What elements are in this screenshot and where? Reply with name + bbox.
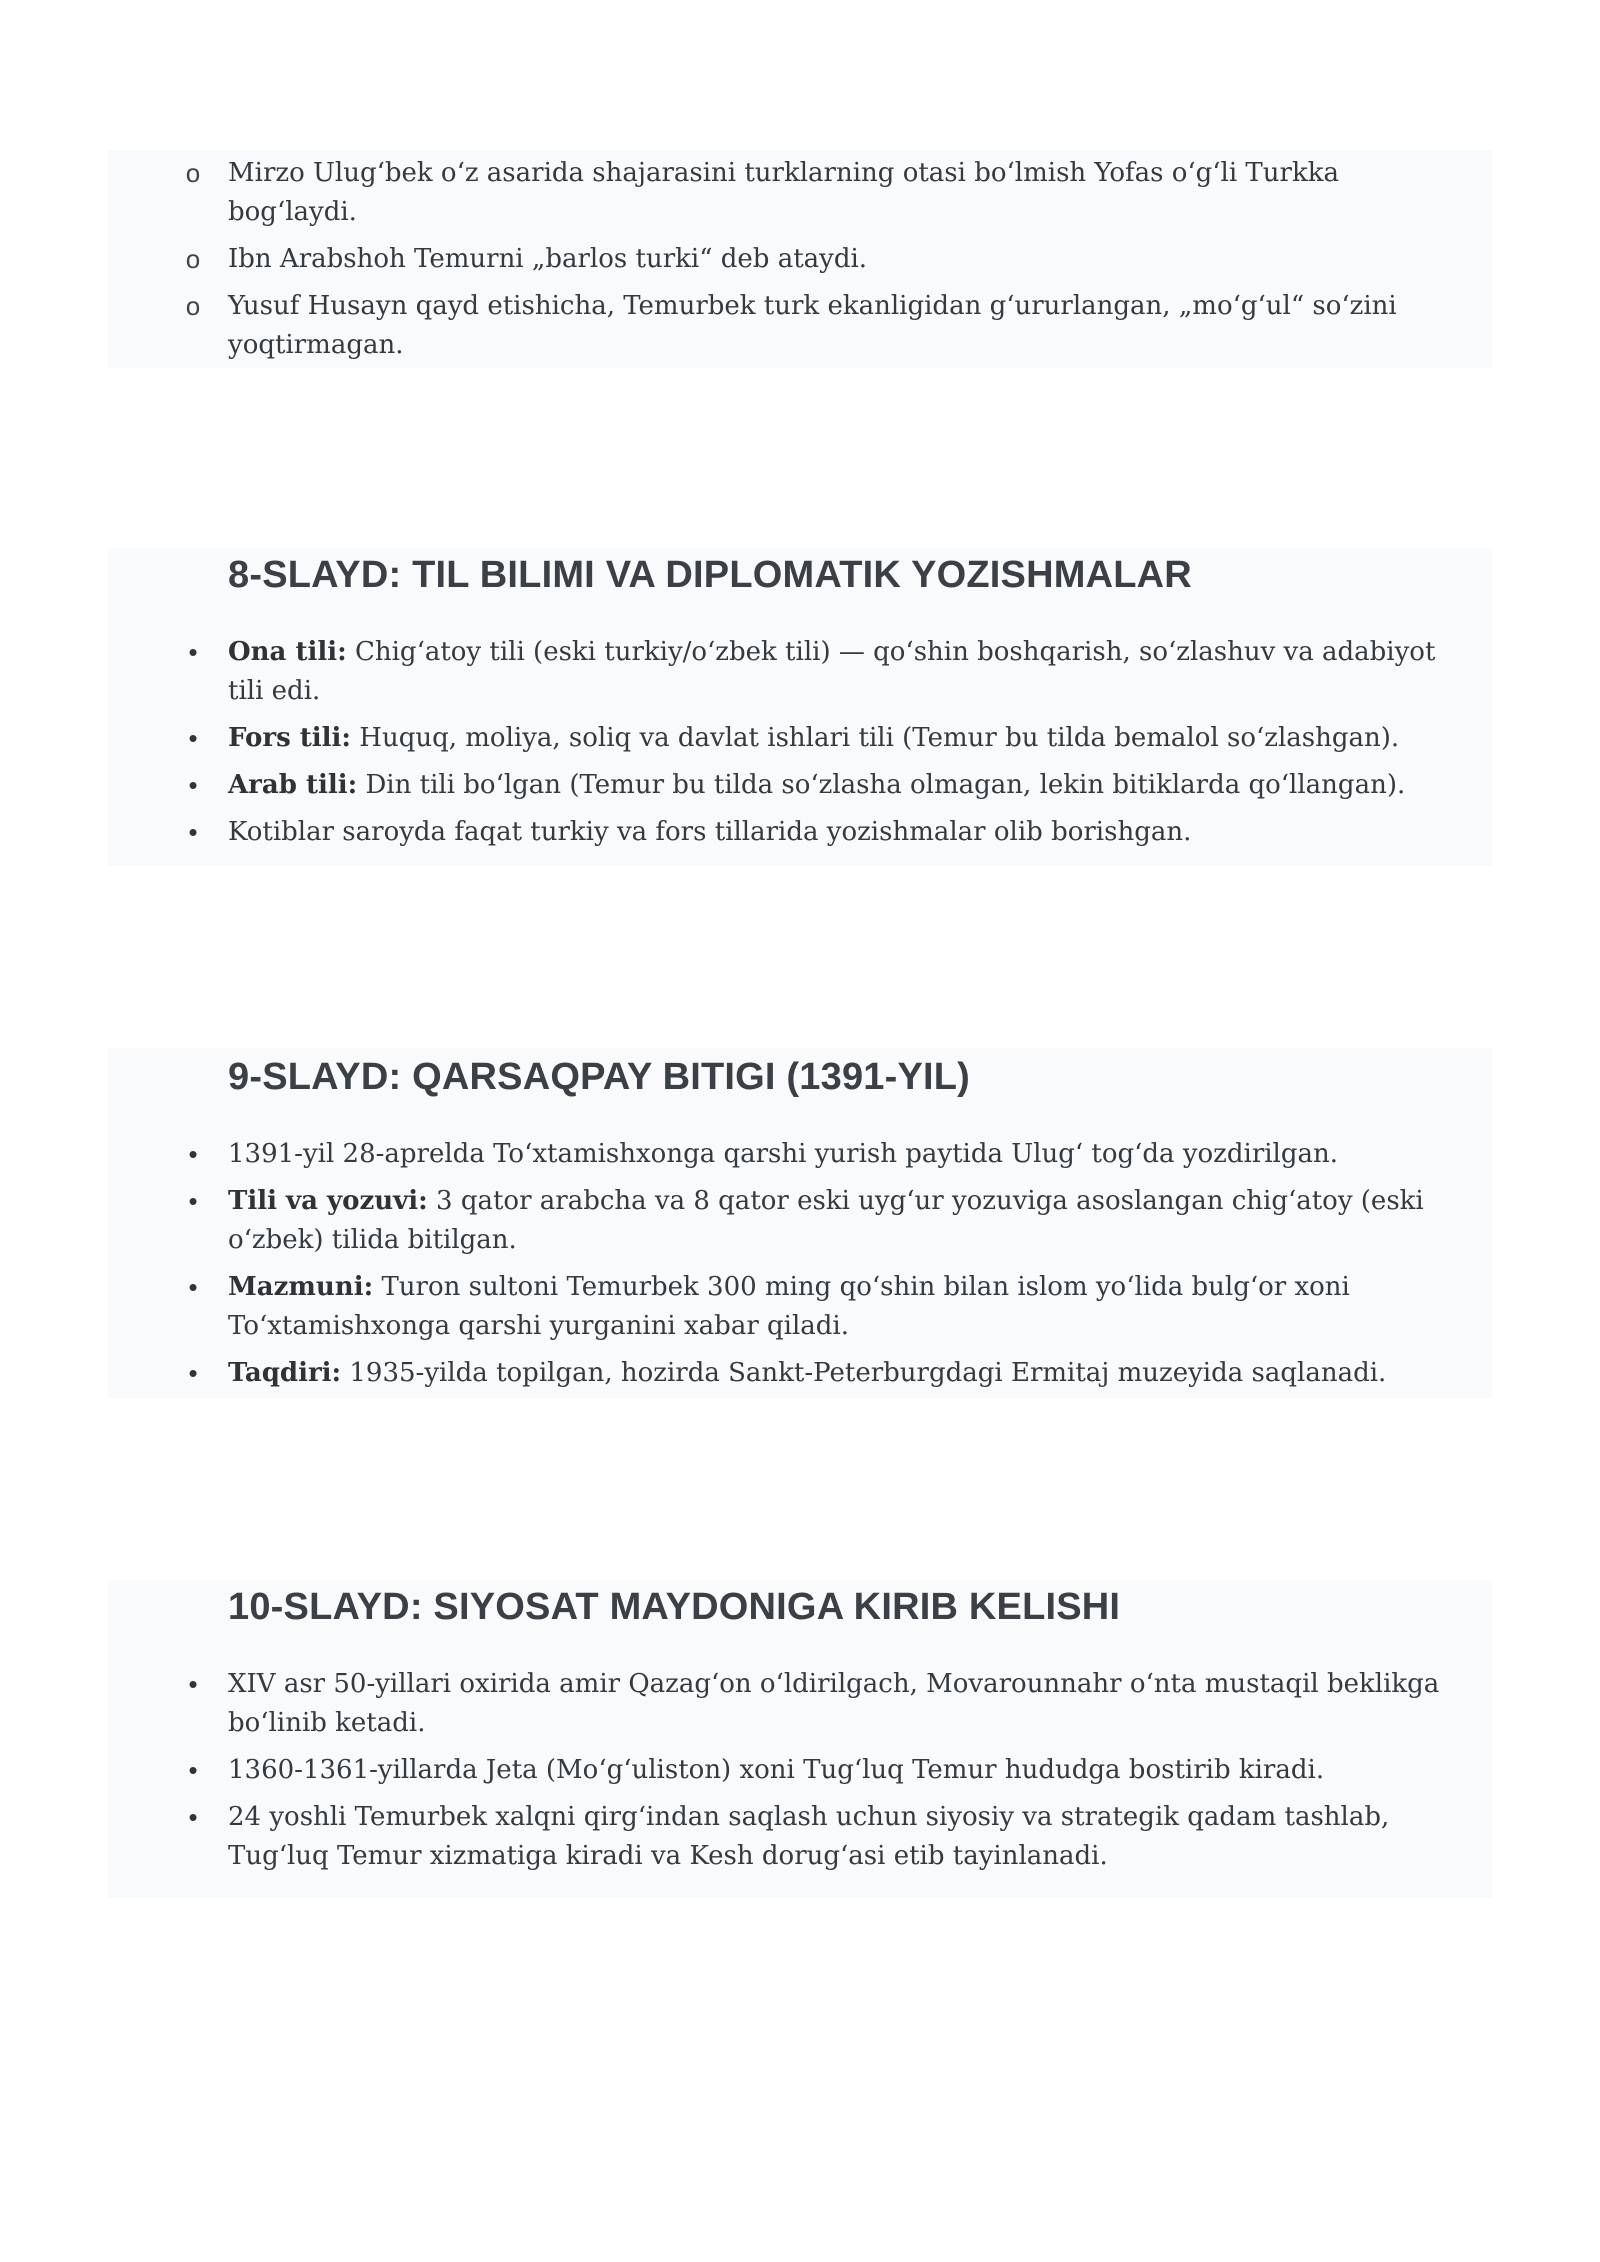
bullet-icon: • [188, 1802, 198, 1832]
list-item [108, 1665, 1492, 1743]
item-text: Din tili bo‘lgan (Temur bu tilda so‘zlasha olmagan, lekin bitiklarda qo‘llangan). [357, 770, 1406, 800]
bullet-icon: • [188, 1272, 198, 1302]
item-text: 1935-yilda topilgan, hozirda Sankt-Peterburgdagi Ermitaj muzeyida saqlanadi. [341, 1358, 1387, 1388]
list-item [108, 287, 1492, 365]
slide-8-list [108, 633, 1492, 852]
circle-bullet-icon: o [185, 158, 201, 188]
item-label: Tili va yozuvi: [228, 1186, 428, 1216]
item-label: Taqdiri: [228, 1358, 342, 1388]
list-item [108, 154, 1492, 232]
item-text: Turon sultoni Temurbek 300 ming qo‘shin bilan islom yo‘lida bulg‘or xoni To‘xtamishxonga qarshi yurganini xabar qiladi. [228, 1272, 1350, 1341]
slide-10-section [108, 1580, 1492, 1898]
slide-8-heading: 8-SLAYD: TIL BILIMI VA DIPLOMATIK YOZISHMALAR [228, 554, 1192, 596]
bullet-icon: • [188, 637, 198, 667]
list-item [108, 766, 1492, 805]
list-item [108, 1751, 1492, 1790]
slide-10-list [108, 1665, 1492, 1876]
item-text: Huquq, moliya, soliq va davlat ishlari tili (Temur bu tilda bemalol so‘zlashgan). [351, 723, 1400, 753]
item-text: 24 yoshli Temurbek xalqni qirg‘indan saqlash uchun siyosiy va strategik qadam tashlab, Tug‘luq Temur xizmatiga kiradi va Kesh dorug‘asi etib tayinlanadi. [228, 1802, 1390, 1871]
list-item [108, 813, 1492, 852]
item-text: 1391-yil 28-aprelda To‘xtamishxonga qarshi yurish paytida Ulug‘ tog‘da yozdirilgan. [228, 1139, 1339, 1169]
slide-9-section [108, 1048, 1492, 1398]
bullet-icon: • [188, 1669, 198, 1699]
bullet-icon: • [188, 1139, 198, 1169]
item-label: Fors tili: [228, 723, 352, 753]
slide-9-heading: 9-SLAYD: QARSAQPAY BITIGI (1391-YIL) [228, 1056, 971, 1098]
bullet-icon: • [188, 1358, 198, 1388]
list-item [108, 1182, 1492, 1260]
item-label: Ona tili: [228, 637, 347, 667]
list-item-text: Yusuf Husayn qayd etishicha, Temurbek turk ekanligidan g‘ururlangan, „mo‘g‘ul“ so‘zini yoqtirmagan. [228, 291, 1397, 360]
bullet-icon: • [188, 770, 198, 800]
item-text: 1360-1361-yillarda Jeta (Mo‘g‘uliston) xoni Tug‘luq Temur hududga bostirib kiradi. [228, 1755, 1325, 1785]
bullet-icon: • [188, 1755, 198, 1785]
list-item [108, 240, 1492, 279]
list-item-text: Mirzo Ulug‘bek o‘z asarida shajarasini turklarning otasi bo‘lmish Yofas o‘g‘li Turkka bog‘laydi. [228, 158, 1339, 227]
list-item-text: Ibn Arabshoh Temurni „barlos turki“ deb ataydi. [228, 244, 868, 274]
slide-8-section [108, 548, 1492, 866]
list-item [108, 1354, 1492, 1393]
item-label: Arab tili: [228, 770, 358, 800]
sub-list [108, 154, 1492, 365]
list-item [108, 1798, 1492, 1876]
item-label: Mazmuni: [228, 1272, 374, 1302]
list-item [108, 1268, 1492, 1346]
sub-list-section [108, 150, 1492, 368]
bullet-icon: • [188, 1186, 198, 1216]
circle-bullet-icon: o [185, 291, 201, 321]
list-item [108, 719, 1492, 758]
item-text: 3 qator arabcha va 8 qator eski uyg‘ur yozuviga asoslangan chig‘atoy (eski o‘zbek) tilida bitilgan. [228, 1186, 1424, 1255]
list-item [108, 633, 1492, 711]
slide-9-list [108, 1135, 1492, 1393]
item-text: Chig‘atoy tili (eski turkiy/o‘zbek tili) — qo‘shin boshqarish, so‘zlashuv va adabiyot tili edi. [228, 637, 1436, 706]
circle-bullet-icon: o [185, 244, 201, 274]
bullet-icon: • [188, 817, 198, 847]
item-text: Kotiblar saroyda faqat turkiy va fors tillarida yozishmalar olib borishgan. [228, 817, 1192, 847]
slide-10-heading: 10-SLAYD: SIYOSAT MAYDONIGA KIRIB KELISHI [228, 1586, 1121, 1628]
bullet-icon: • [188, 723, 198, 753]
item-text: XIV asr 50-yillari oxirida amir Qazag‘on o‘ldirilgach, Movarounnahr o‘nta mustaqil beklikga bo‘linib ketadi. [228, 1669, 1440, 1738]
list-item [108, 1135, 1492, 1174]
